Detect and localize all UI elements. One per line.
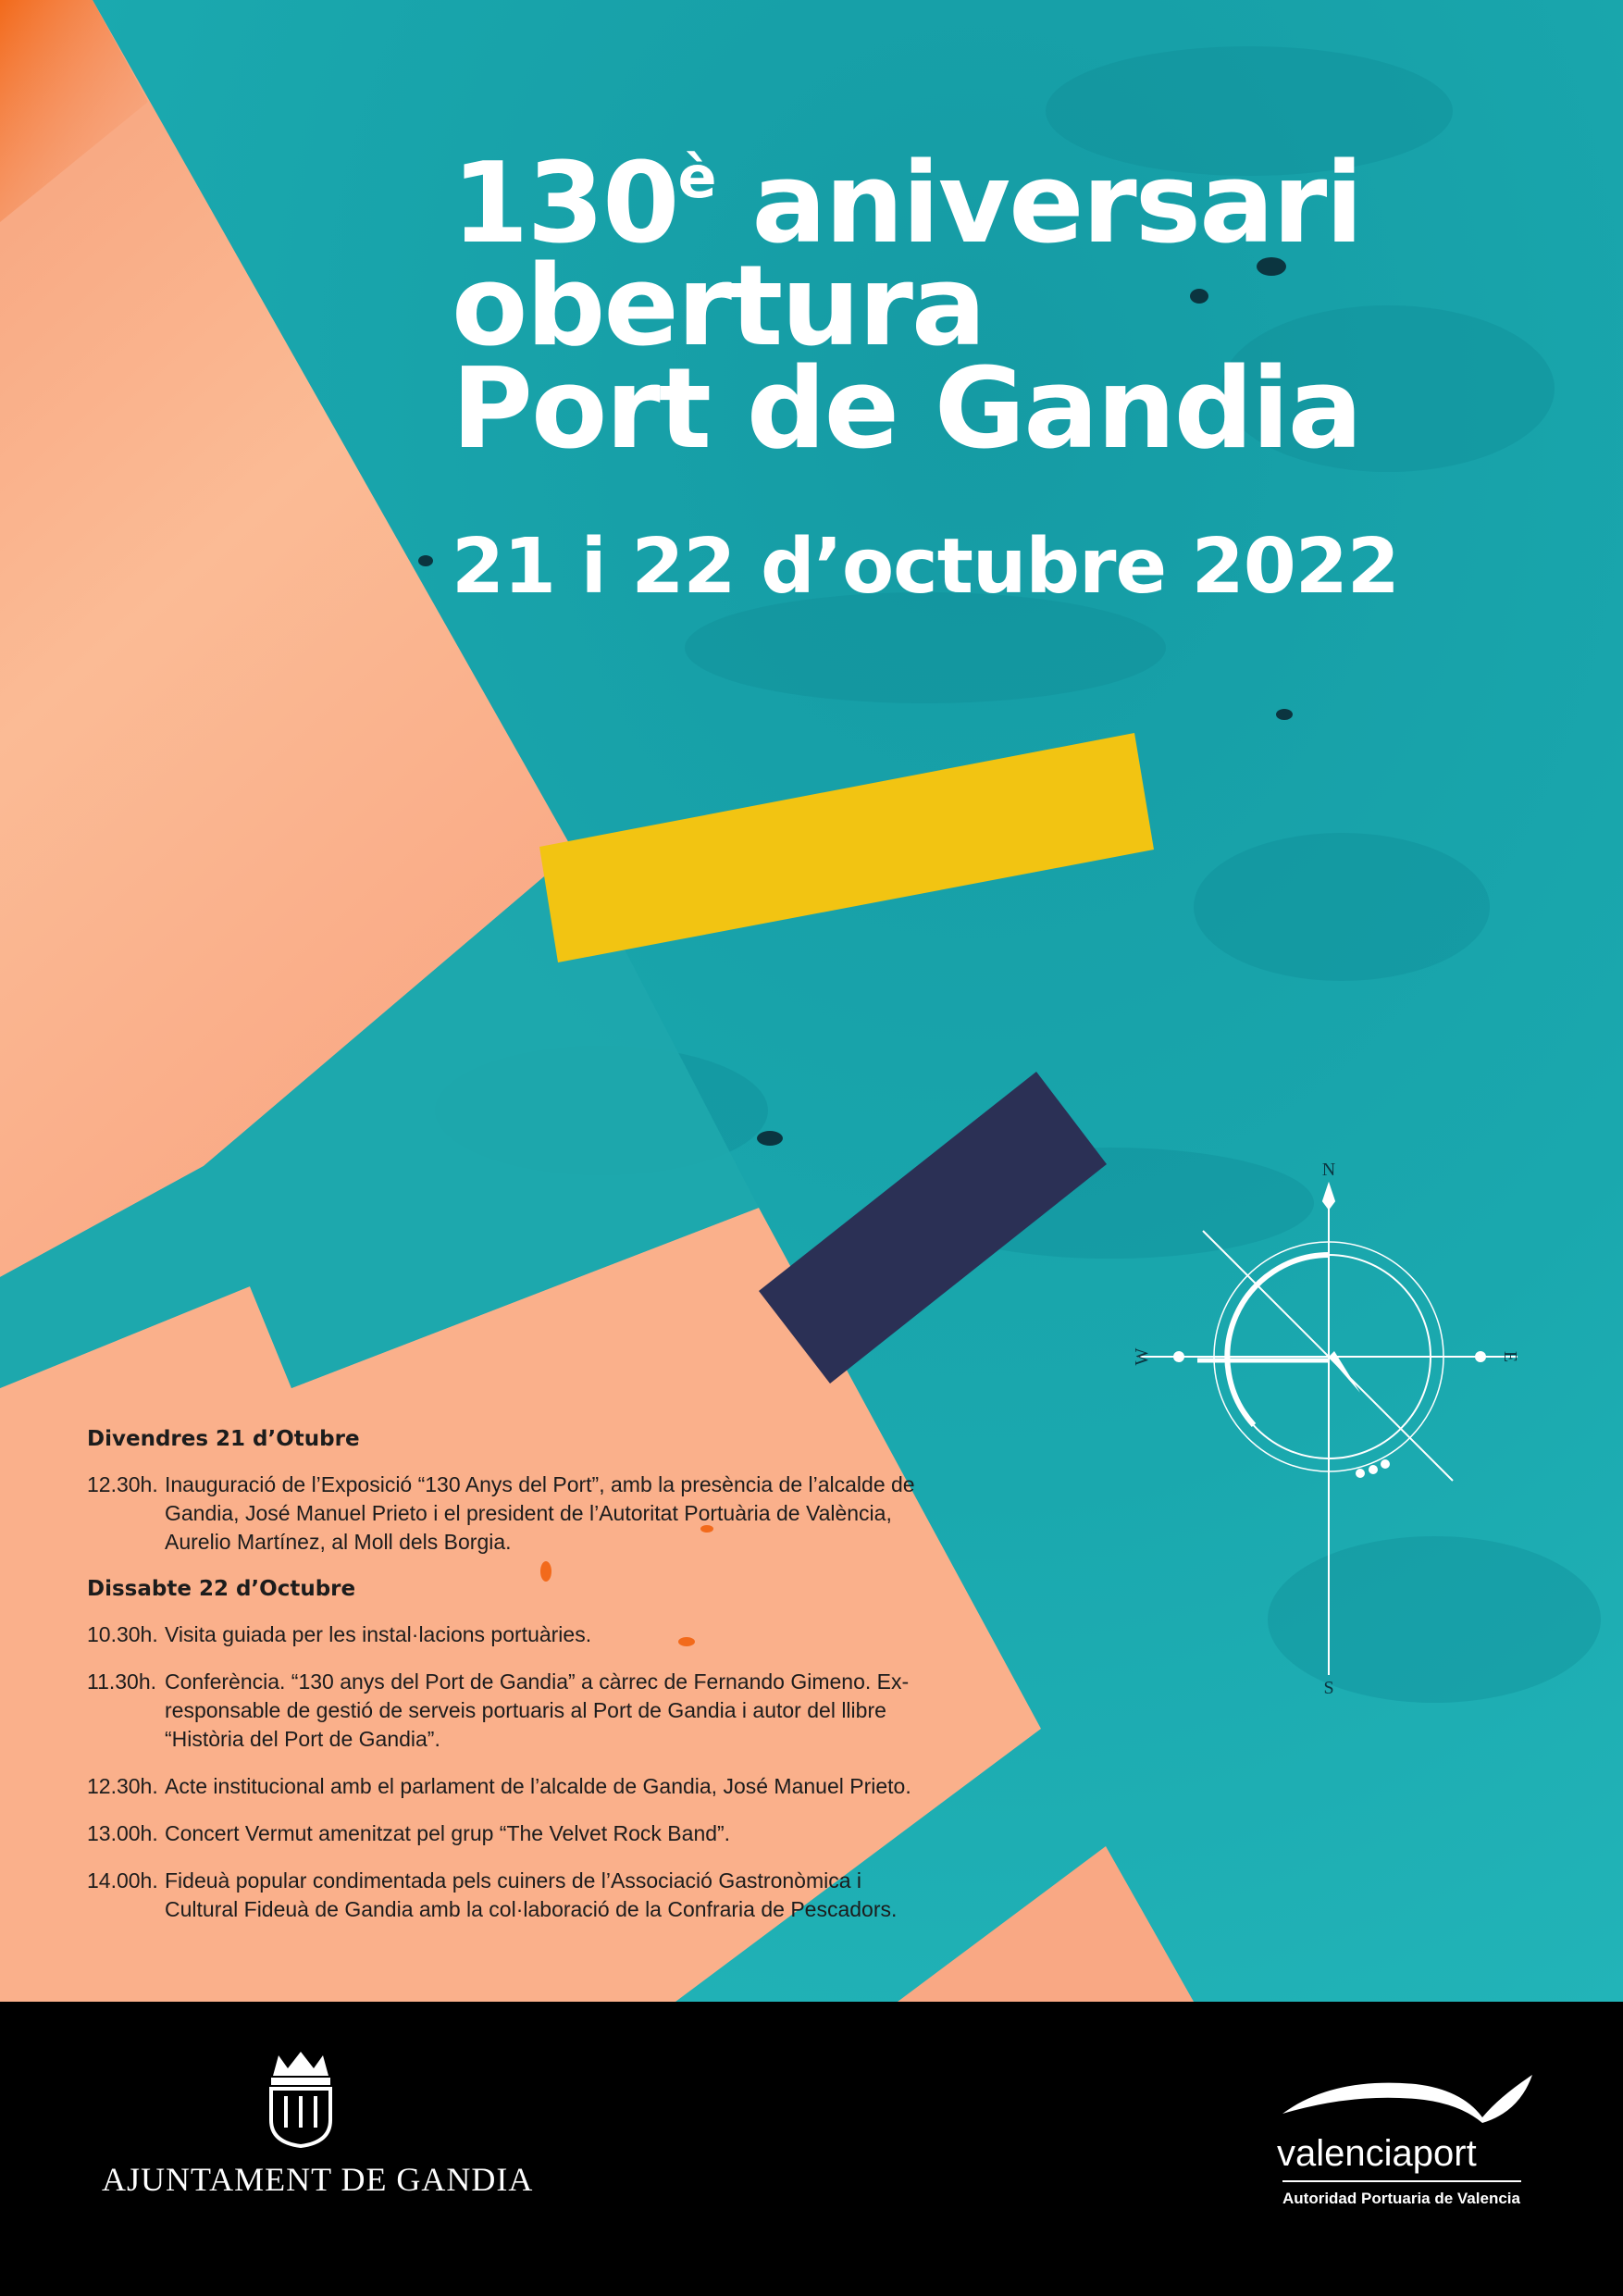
event-time: 11.30h.: [87, 1669, 157, 1694]
compass-east-label: E: [1500, 1350, 1520, 1363]
title-ordinal-suffix: è: [677, 143, 715, 211]
event-item: [87, 1772, 920, 1801]
ajuntament-de-gandia-logo: [102, 2048, 534, 2199]
event-item: [87, 1620, 920, 1649]
compass-south-label: S: [1323, 1678, 1334, 1698]
footer: [0, 2002, 1623, 2296]
day-block-saturday: [87, 1575, 920, 1924]
event-description: Visita guiada per les instal·lacions portuàries.: [165, 1622, 592, 1646]
event-item: [87, 1867, 920, 1924]
title-anniversary-word: aniversari: [714, 140, 1362, 268]
title-line-1: [452, 140, 1362, 268]
event-item: [87, 1668, 920, 1754]
event-description: Conferència. “130 anys del Port de Gandia” a càrrec de Fernando Gimeno. Ex-responsable de gestió de serveis portuaris al Port de Gandia i autor del llibre “Història del Port de Gandia”.: [165, 1669, 910, 1751]
valenciaport-text: valenciaport: [1277, 2133, 1477, 2174]
valenciaport-wave-icon: [1277, 2071, 1536, 2127]
event-time: 13.00h.: [87, 1821, 158, 1845]
event-description: Inauguració de l’Exposició “130 Anys del Port”, amb la presència de l’alcalde de Gandia, José Manuel Prieto i el president de l’Autoritat Portuària de València, Aurelio Martínez, al Moll dels Borgia.: [165, 1472, 915, 1554]
compass-north-label: N: [1321, 1160, 1336, 1180]
event-description: Acte institucional amb el parlament de l’alcalde de Gandia, José Manuel Prieto.: [165, 1774, 911, 1798]
ajuntament-de-gandia-text: AJUNTAMENT DE GANDIA: [102, 2161, 534, 2198]
poster-title: [452, 140, 1362, 474]
title-number: 130: [452, 140, 678, 268]
event-description: Concert Vermut amenitzat pel grup “The Velvet Rock Band”.: [165, 1821, 731, 1845]
day-heading: Divendres 21 d’Otubre: [87, 1427, 360, 1451]
event-time: 12.30h.: [87, 1472, 158, 1496]
event-item: [87, 1819, 920, 1848]
event-item: [87, 1471, 920, 1557]
day-heading: Dissabte 22 d’Octubre: [87, 1577, 356, 1601]
valenciaport-subtitle: Autoridad Portuaria de Valencia: [1282, 2190, 1520, 2207]
title-line-2: obertura: [452, 242, 985, 371]
event-description: Fideuà popular condimentada pels cuiners de l’Associació Gastronòmica i Cultural Fideuà de Gandia amb la col·laboració de la Confraria de Pescadors.: [165, 1868, 898, 1921]
compass-west-label: W: [1132, 1347, 1152, 1366]
day-block-friday: [87, 1425, 920, 1557]
valenciaport-logo: [1277, 2071, 1555, 2208]
event-time: 12.30h.: [87, 1774, 158, 1798]
event-dates: 21 i 22 d’octubre 2022: [452, 523, 1399, 611]
title-line-3: Port de Gandia: [452, 345, 1361, 474]
valenciaport-divider: [1282, 2180, 1521, 2182]
programme: [87, 1425, 920, 1942]
event-time: 10.30h.: [87, 1622, 158, 1646]
gandia-coat-of-arms-icon: [264, 2048, 338, 2150]
event-time: 14.00h.: [87, 1868, 158, 1893]
